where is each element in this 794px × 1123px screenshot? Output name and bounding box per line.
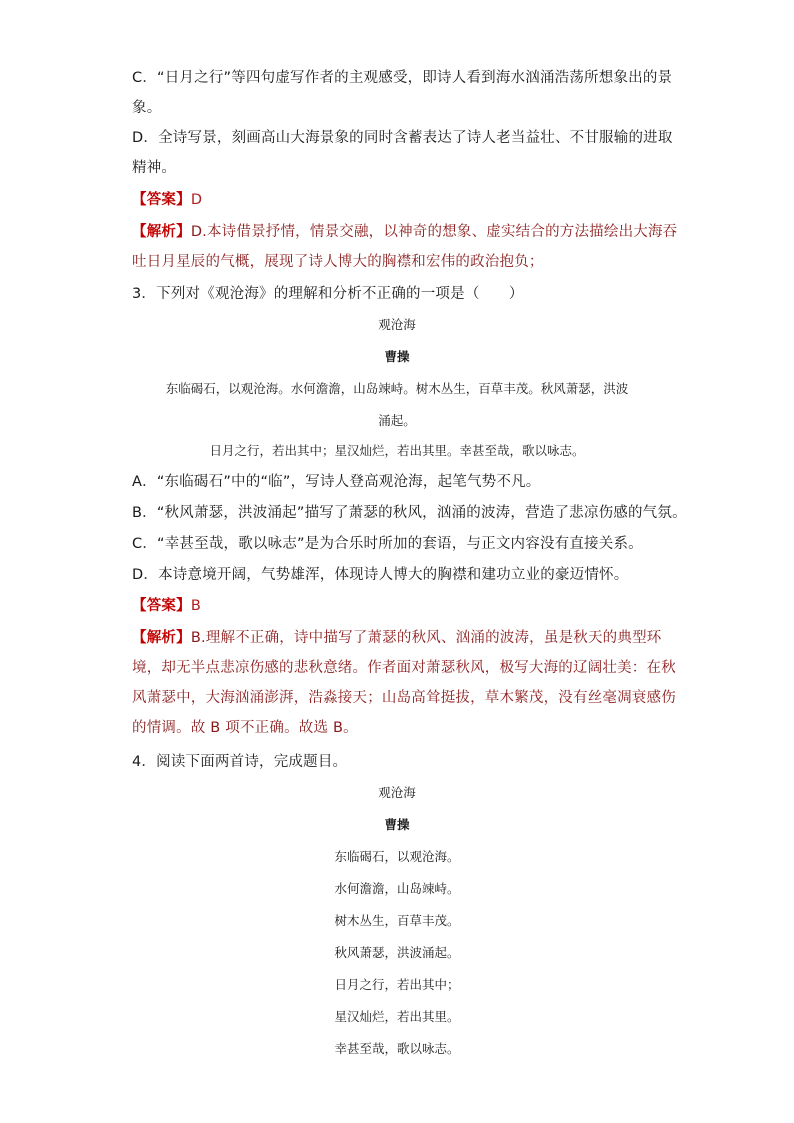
q2-analysis-line1 [132,222,678,242]
q4-poem-line: 水何澹澹，山岛竦峙。 [334,881,460,896]
q3-stem: 3．下列对《观沧海》的理解和分析不正确的一项是（ ） [132,286,524,302]
answer-value: D [190,192,203,208]
answer-tag: 【答案】 [132,192,191,208]
q3-analysis-line4: 的情调。故 B 项不正确。故选 B。 [132,720,358,736]
q4-poem-line: 秋风萧瑟，洪波涌起。 [334,945,460,960]
q2-analysis-line2: 吐日月星辰的气概，展现了诗人博大的胸襟和宏伟的政治抱负； [132,254,544,270]
q4-poem-line: 幸甚至哉，歌以咏志。 [334,1041,460,1056]
q3-analysis-line3: 风萧瑟中，大海汹涌澎湃，浩淼接天；山岛高耸挺拔，草木繁茂，没有丝毫凋衰感伤 [132,690,676,706]
q2-option-d-line2: 精神。 [132,160,177,176]
q3-poem-title: 观沧海 [378,317,416,332]
q3-poem-line2: 涌起。 [378,413,416,428]
q3-poem-line1: 东临碣石，以观沧海。水何澹澹，山岛竦峙。树木丛生，百草丰茂。秋风萧瑟，洪波 [165,381,629,396]
q3-option-d: D．本诗意境开阔，气势雄浑，体现诗人博大的胸襟和建功立业的豪迈情怀。 [132,567,629,583]
q4-poem-title: 观沧海 [378,785,416,800]
answer-value: B [190,598,201,614]
q4-poem-line: 东临碣石，以观沧海。 [334,849,460,864]
q4-stem: 4．阅读下面两首诗，完成题目。 [132,754,348,770]
q2-answer [132,190,672,210]
answer-tag: 【答案】 [132,598,191,614]
q3-poem-line3: 日月之行，若出其中；星汉灿烂，若出其里。幸甚至哉，歌以咏志。 [209,443,585,458]
analysis-tag: 【解析】 [132,224,191,240]
analysis-text: D.本诗借景抒情，情景交融，以神奇的想象、虚实结合的方法描绘出大海吞 [190,224,678,240]
q4-poem-line: 星汉灿烂，若出其里。 [334,1009,460,1024]
q4-poem-line: 日月之行，若出其中； [334,977,460,992]
q3-poem-author: 曹操 [384,349,410,364]
q3-option-c: C．“幸甚至哉，歌以咏志”是为合乐时所加的套语，与正文内容没有直接关系。 [132,536,643,552]
q3-option-b: B．“秋风萧瑟，洪波涌起”描写了萧瑟的秋风，汹涌的波涛，营造了悲凉伤感的气氛。 [132,505,687,521]
q2-option-d-line1: D．全诗写景，刻画高山大海景象的同时含蓄表达了诗人老当益壮、不甘服输的进取 [132,130,673,146]
q4-poem-author: 曹操 [384,817,410,832]
q3-answer [132,596,672,616]
q4-poem-line: 树木丛生，百草丰茂。 [334,913,460,928]
analysis-tag: 【解析】 [132,630,191,646]
q3-option-a: A．“东临碣石”中的“临”，写诗人登高观沧海，起笔气势不凡。 [132,474,541,490]
analysis-text: B.理解不正确，诗中描写了萧瑟的秋风、汹涌的波涛，虽是秋天的典型环 [190,630,662,646]
q3-analysis-line2: 境，却无半点悲凉伤感的悲秋意绪。作者面对萧瑟秋风，极写大海的辽阔壮美：在秋 [132,660,676,676]
q2-option-c-line2: 象。 [132,100,162,116]
q2-option-c-line1: C．“日月之行”等四句虚写作者的主观感受，即诗人看到海水汹涌浩荡所想象出的景 [132,70,673,86]
q3-analysis-line1 [132,628,672,648]
